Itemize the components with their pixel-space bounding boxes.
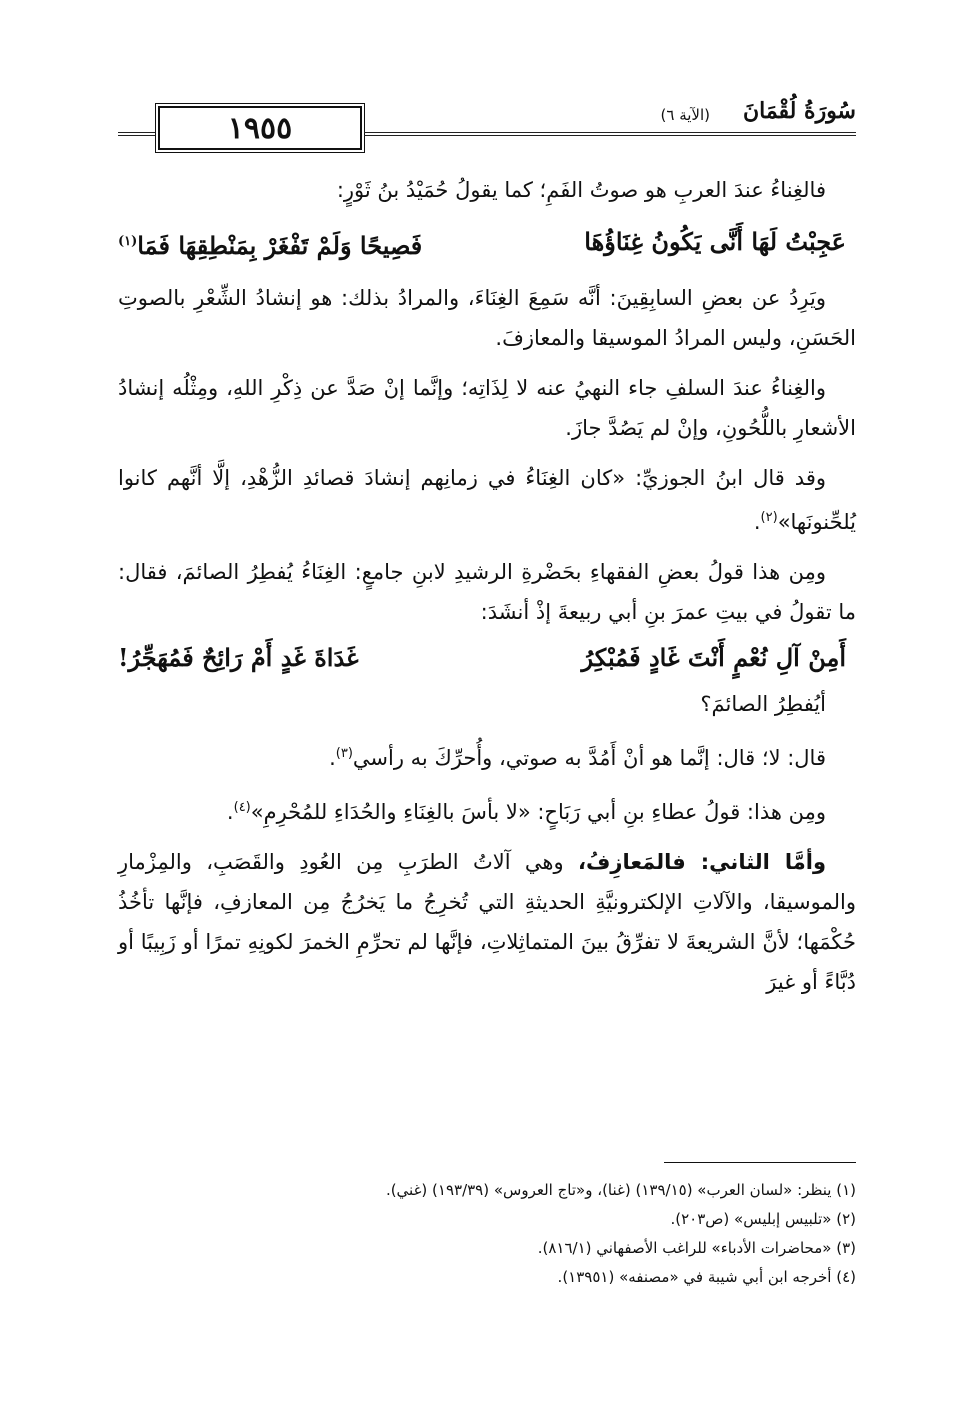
paragraph-7: قال: لا؛ قال: إنَّما هو أنْ أَمُدَّ به صوتي، وأُحرِّكَ به رأسي$^{(٣)}$. [329,746,826,770]
paragraph-3: والغِناءُ عندَ السلفِ جاء النهيُ عنه لا لِذَاتِه؛ وإنَّما إنْ صَدَّ عن ذِكْرِ اللهِ، ومِثْلُه إنشادُ الأشعارِ باللُّحُونِ، وإنْ لم يَصُدَّ جازَ. [118,376,856,440]
page-number: ١٩٥٥ [227,110,293,146]
paragraph-2: ويَرِدُ عن بعضِ السابِقِينَ: أنَّه سَمِعَ الغِنَاءَ، والمرادُ بذلك: هو إنشادُ الشِّعْرِ بالصوتِ الحَسَنِ، وليس المرادُ الموسيقا والمعازفَ. [118,286,856,350]
surah-title: سُورَةُ لُقْمَانَ [742,98,856,124]
header-rule-left [118,132,156,136]
footnote-ref-1: (١) [118,234,138,249]
page-number-box [158,106,362,150]
paragraph-8: ومِن هذا: قولُ عطاءِ بنِ أبي رَبَاحٍ: «لا بأسَ بالغِنَاءِ والحُدَاءِ للمُحْرِمِ»$^{(٤)}$. [226,800,826,824]
verse-1-second-hemistich: فَصِيحًا وَلَمْ تَفْغَرْ بِمَنْطِقِهَا فَمَا$^{(١)}$ [118,231,423,260]
paragraph-4: وقد قال ابنُ الجوزيِّ: «كان الغِنَاءُ في زمانِهم إنشادَ قصائدِ الزُّهْدِ، إلَّا أنَّهم كانوا يُلحِّنونَها»$^{(٢)}$. [118,466,856,534]
footnote-ref-3: (٣) [335,746,353,761]
footnote-ref-2: (٢) [760,510,778,525]
verse-2-first-hemistich: أَمِنْ آلِ نُعْمٍ أَنْتَ غَادٍ فَمُبْكِرُ [581,643,846,672]
verse-2-second-hemistich: غَدَاةَ غَدٍ أَمْ رَائِحٌ فَمُهَجِّرُ! [118,643,359,672]
paragraph-5: ومِن هذا قولُ بعضِ الفقهاءِ بحَضْرةِ الرشيدِ لابنِ جامعٍ: الغِنَاءُ يُفطِرُ الصائمَ، فقال: ما تقولُ في بيتِ عمرَ بنِ أبي ربيعةَ إذْ أنشَدَ: [118,560,856,624]
footnote-separator [664,1162,856,1163]
footnote-ref-4: (٤) [233,800,251,815]
footnote-2: (٢) «تلبيس إبليس» (ص٢٠٣). [670,1210,856,1228]
footnote-1: (١) ينظر: «لسان العرب» (١٣٩/١٥) (غنا)، و«تاج العروس» (١٩٣/٣٩) (غني). [385,1181,856,1199]
footnote-4: (٤) أخرجه ابن أبي شيبة في «مصنفه» (١٣٩٥١). [557,1268,856,1286]
paragraph-1: فالغِناءُ عندَ العربِ هو صوتُ الفَمِ؛ كما يقولُ حُمَيْدُ بنُ ثَوْرٍ: [336,178,826,202]
page-header [118,100,856,152]
section-heading-maazif: وأمَّا الثاني: فالمَعازِفُ، [577,850,826,874]
paragraph-6: أيُفطِرُ الصائمَ؟ [700,692,826,716]
ayah-reference: (الآية ٦) [660,106,710,124]
footnote-3: (٣) «محاضرات الأدباء» للراغب الأصفهاني (٨١٦/١). [537,1239,856,1257]
header-rule-right [364,132,856,136]
main-text [118,170,856,1012]
verse-1 [118,220,846,268]
verse-2 [118,636,846,680]
footnotes [118,1176,856,1292]
paragraph-9: وأمَّا الثاني: فالمَعازِفُ، وهي آلاتُ الطرَبِ مِن العُودِ والقَصَبِ، والمِزْمارِ والموسيقا، والآلاتِ الإلكترونيَّةِ الحديثةِ التي تُخرِجُ ما يَخرُجُ مِن المعازفِ، فإنَّها تأخُذُ حُكْمَها؛ لأنَّ الشريعةَ لا تفرِّقُ بينَ المتماثِلاتِ، فإنَّها لم تحرِّمِ الخمرَ لكونِهِ تمرًا أو زَبِيبًا أو دُبَّاءً أو غيرَ [118,850,856,994]
verse-1-first-hemistich: عَجِبْتُ لَهَا أَنَّى يَكُونُ غِنَاؤُهَا [584,227,846,256]
